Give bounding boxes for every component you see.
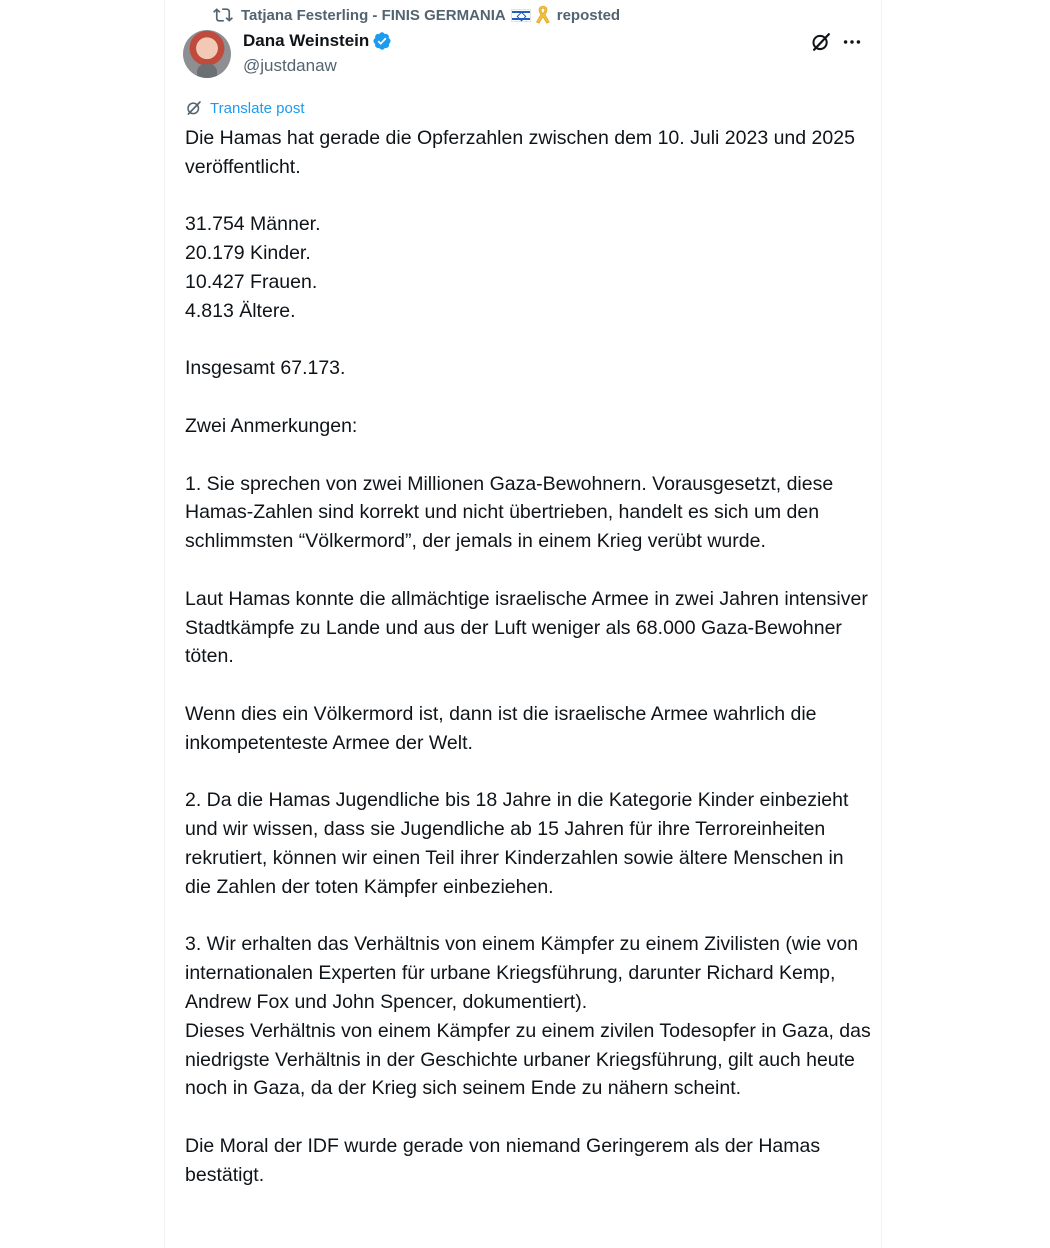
repost-suffix: reposted — [556, 6, 621, 24]
post-text: Die Hamas hat gerade die Opferzahlen zwischen dem 10. Juli 2023 und 2025 veröffentlicht. 31.754 Männer. 20.179 Kinder. 10.427 Frauen. 4.813 Ältere. Insgesamt 67.173. Zwei Anmerkungen: 1. Sie sprechen von zwei Millionen Gaza-Bewohnern. Vorausgesetzt, diese Hamas-Zahlen sind korrekt und nicht übertrieben, handelt es sich um den schlimmsten “Völkermord”, der jemals in einem Krieg verübt wurde. Laut Hamas konnte die allmächtige israelische Armee in zwei Jahren intensiver Stadtkämpfe zu Lande und aus der Luft weniger als 68.000 Gaza-Bewohner töten. Wenn dies ein Völkermord ist, dann ist die israelische Armee wahrlich die inkompetenteste Armee der Welt. 2. Da die Hamas Jugendliche bis 18 Jahre in die Kategorie Kinder einbezieht und wir wissen, dass sie Jugendliche ab 15 Jahren für ihre Terroreinheiten rekrutiert, können wir einen Teil ihrer Kinderzahlen sowie ältere Menschen in die Zahlen der toten Kämpfer einbeziehen. 3. Wir erhalten das Verhältnis von einem Kämpfer zu einem Zivilisten (wie von internationalen Experten für urbane Kriegsführung, darunter Richard Kemp, Andrew Fox und John Spencer, dokumentiert). Dieses Verhältnis von einem Kämpfer zu einem zivilen Todesopfer in Gaza, das niedrigste Verhältnis in der Geschichte urbaner Kriegsführung, gilt auch heute noch in Gaza, da der Krieg sich seinem Ende zu nähern scheint. Die Moral der IDF wurde gerade von niemand Geringerem als der Hamas bestätigt. — [185, 127, 871, 1186]
israel-flag-icon — [511, 9, 531, 22]
author-name[interactable]: Dana Weinstein — [243, 31, 370, 50]
verified-badge-icon[interactable] — [372, 31, 392, 51]
more-icon[interactable] — [841, 31, 863, 53]
repost-user-name[interactable]: Tatjana Festerling - FINIS GERMANIA — [241, 6, 506, 24]
author-handle[interactable]: @justdanaw — [243, 56, 337, 75]
translate-icon — [185, 99, 203, 117]
author-name-row[interactable] — [243, 31, 392, 51]
grok-icon[interactable] — [810, 31, 832, 53]
repost-indicator[interactable] — [213, 5, 620, 25]
avatar[interactable] — [183, 30, 231, 78]
translate-post-label[interactable]: Translate post — [210, 99, 305, 117]
post-column — [164, 0, 882, 1248]
repost-icon — [213, 5, 233, 25]
yellow-ribbon-icon — [535, 5, 551, 25]
translate-post-link[interactable] — [185, 99, 305, 117]
